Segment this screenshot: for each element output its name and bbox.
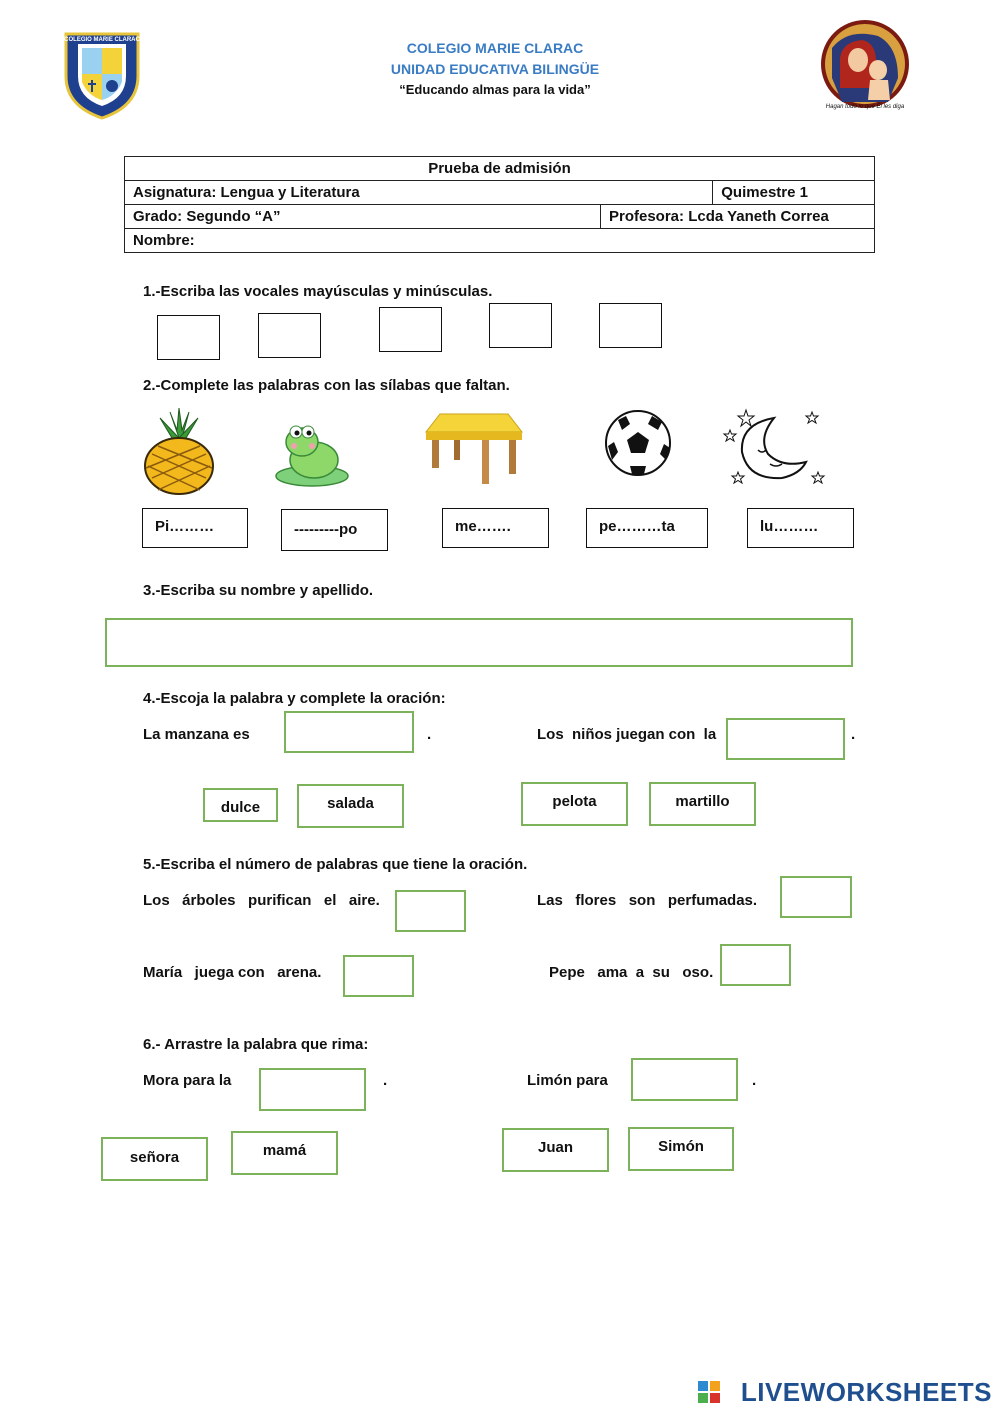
vowel-answer-box[interactable] [157, 315, 220, 360]
school-crest-logo [58, 26, 146, 122]
word-option-senora[interactable]: señora [101, 1137, 208, 1181]
sentence-limon: Limón para [527, 1072, 608, 1089]
moon-icon [722, 408, 826, 486]
sentence-maria: María juega con arena. [143, 964, 322, 981]
word-option-juan[interactable]: Juan [502, 1128, 609, 1172]
syllable-box-mesa[interactable]: me……. [442, 508, 549, 548]
sentence-pepe: Pepe ama a su oso. [549, 964, 714, 981]
subject-cell: Asignatura: Lengua y Literatura [125, 181, 713, 205]
count-box-pepe[interactable] [720, 944, 791, 986]
virgin-mary-seal [818, 18, 912, 118]
word-option-mama[interactable]: mamá [231, 1131, 338, 1175]
drop-box-mora[interactable] [259, 1068, 366, 1111]
soccer-ball-icon [604, 408, 672, 478]
teacher-cell: Profesora: Lcda Yaneth Correa [601, 205, 875, 229]
drop-box-limon[interactable] [631, 1058, 738, 1101]
pineapple-icon [142, 408, 216, 496]
sentence-period: . [383, 1072, 388, 1089]
word-option-martillo[interactable]: martillo [649, 782, 756, 826]
admission-info-table [124, 156, 875, 253]
word-option-simon[interactable]: Simón [628, 1127, 734, 1171]
svg-text:COLEGIO MARIE CLARAC: COLEGIO MARIE CLARAC [64, 37, 140, 43]
exam-title: Prueba de admisión [125, 157, 875, 181]
count-box-maria[interactable] [343, 955, 414, 997]
count-box-flores[interactable] [780, 876, 852, 918]
sentence-manzana: La manzana es [143, 726, 250, 743]
seal-caption: Hagan todo lo que Él les diga [825, 104, 905, 110]
vowel-answer-box[interactable] [258, 313, 321, 358]
grade-cell: Grado: Segundo “A” [125, 205, 601, 229]
vowel-answer-box[interactable] [379, 307, 442, 352]
sentence-mora: Mora para la [143, 1072, 232, 1089]
drop-box-ninos[interactable] [726, 718, 845, 760]
question-3-title: 3.-Escriba su nombre y apellido. [143, 582, 374, 599]
count-box-arboles[interactable] [395, 890, 466, 932]
question-6-title: 6.- Arrastre la palabra que rima: [143, 1036, 369, 1053]
sentence-period: . [752, 1072, 757, 1089]
table-icon [424, 410, 524, 486]
vowel-answer-box[interactable] [599, 303, 662, 348]
vowel-answer-box[interactable] [489, 303, 552, 348]
question-4-title: 4.-Escoja la palabra y complete la oración: [143, 690, 446, 707]
question-5-title: 5.-Escriba el número de palabras que tiene la oración. [143, 856, 528, 873]
frog-icon [272, 420, 352, 488]
question-1-title: 1.-Escriba las vocales mayúsculas y minúsculas. [143, 283, 493, 300]
word-option-dulce[interactable]: dulce [203, 788, 278, 822]
school-name: COLEGIO MARIE CLARAC [406, 40, 584, 56]
student-name-cell: Nombre: [125, 229, 875, 253]
sentence-arboles: Los árboles purifican el aire. [143, 892, 380, 909]
sentence-period: . [427, 726, 432, 743]
question-2-title: 2.-Complete las palabras con las sílabas que faltan. [143, 377, 510, 394]
syllable-box-sapo[interactable]: ---------po [281, 509, 388, 551]
school-unit: UNIDAD EDUCATIVA BILINGÜE [390, 61, 600, 77]
syllable-box-pina[interactable]: Pi……… [142, 508, 248, 548]
sentence-flores: Las flores son perfumadas. [537, 892, 758, 909]
term-cell: Quimestre 1 [713, 181, 875, 205]
full-name-input[interactable] [105, 618, 853, 667]
drop-box-manzana[interactable] [284, 711, 414, 753]
sentence-ninos: Los niños juegan con la [537, 726, 717, 743]
sentence-period: . [851, 726, 856, 743]
word-option-pelota[interactable]: pelota [521, 782, 628, 826]
school-motto: “Educando almas para la vida” [399, 82, 591, 97]
liveworksheets-logo-icon [698, 1381, 720, 1405]
syllable-box-pelota[interactable]: pe………ta [586, 508, 708, 548]
word-option-salada[interactable]: salada [297, 784, 404, 828]
syllable-box-luna[interactable]: lu……… [747, 508, 854, 548]
liveworksheets-brand: LIVEWORKSHEETS [740, 1377, 992, 1407]
